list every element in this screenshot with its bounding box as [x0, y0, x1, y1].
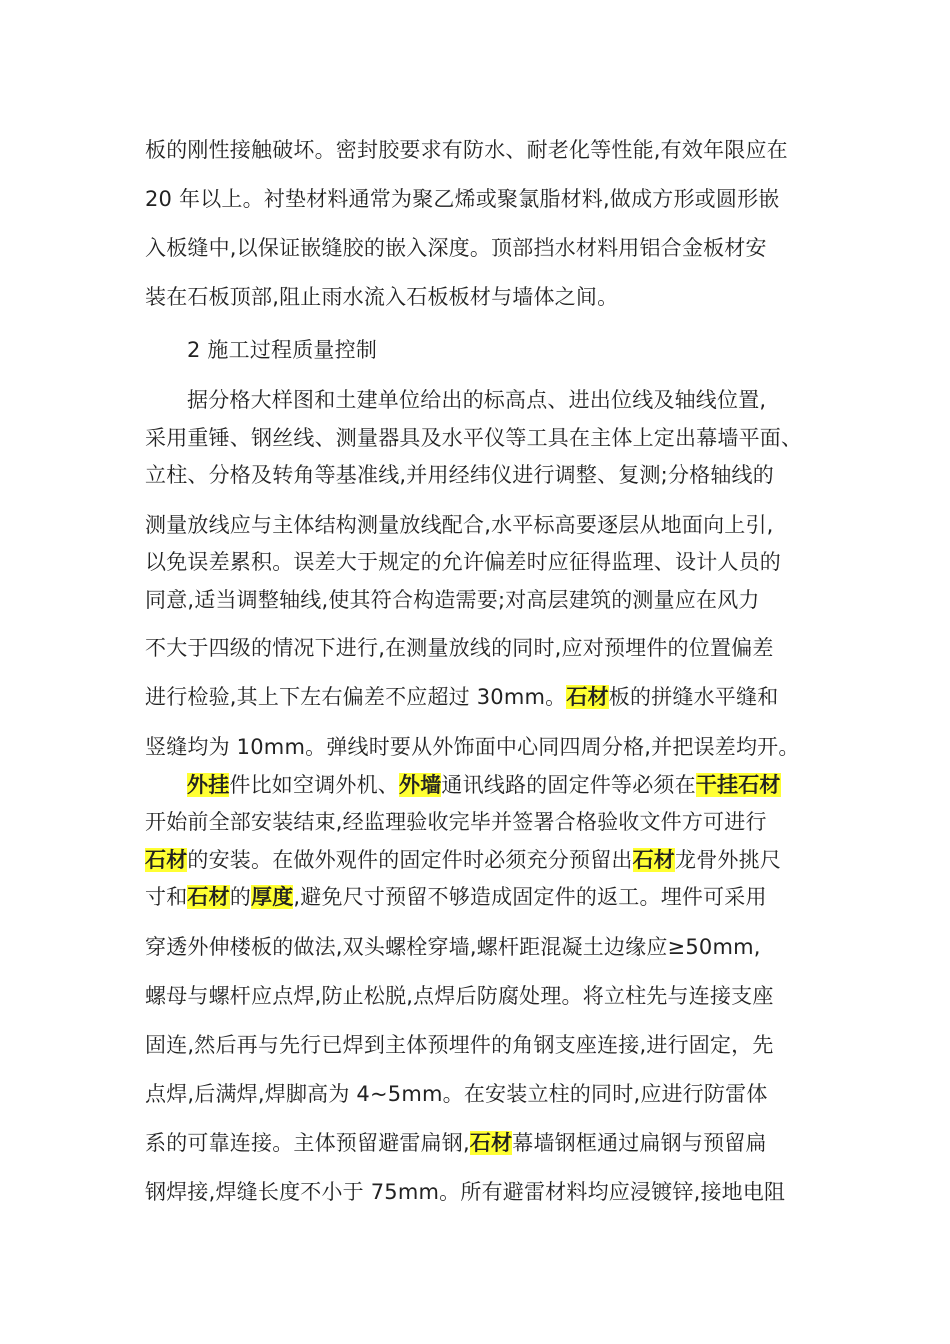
highlighted-keyword: 石材 — [187, 885, 230, 909]
text-segment: 幕墙钢框通过扁钢与预留扁 — [512, 1131, 767, 1155]
text-line — [145, 547, 815, 577]
text-line — [145, 682, 815, 712]
text-segment: 采用重锤、钢丝线、测量器具及水平仪等工具在主体上定出幕墙平面、 — [145, 426, 803, 450]
text-segment: 入板缝中,以保证嵌缝胶的嵌入深度。顶部挡水材料用铝合金板材安 — [145, 236, 767, 260]
highlighted-keyword: 石材 — [566, 685, 609, 709]
text-segment: 件比如空调外机、 — [229, 773, 400, 797]
text-line — [145, 282, 815, 312]
text-segment: 通讯线路的固定件等必须在 — [441, 773, 696, 797]
text-segment: 不大于四级的情况下进行,在测量放线的同时,应对预埋件的位置偏差 — [145, 636, 774, 660]
text-segment: 的 — [229, 885, 252, 909]
text-segment: 进行检验,其上下左右偏差不应超过 30mm。 — [145, 685, 567, 709]
text-line — [145, 807, 815, 837]
text-line — [145, 233, 815, 263]
text-segment: 板的刚性接触破坏。密封胶要求有防水、耐老化等性能,有效年限应在 — [145, 138, 788, 162]
highlighted-keyword: 外挂 — [187, 773, 230, 797]
text-segment: 立柱、分格及转角等基准线,并用经纬仪进行调整、复测;分格轴线的 — [145, 463, 774, 487]
text-segment: 板的拼缝水平缝和 — [608, 685, 779, 709]
text-line — [145, 732, 815, 762]
highlighted-keyword: 石材 — [469, 1131, 513, 1155]
text-segment: 开始前全部安装结束,经监理验收完毕并签署合格验收文件方可进行 — [145, 810, 767, 834]
text-segment: 寸和 — [145, 885, 188, 909]
text-segment: 螺母与螺杆应点焊,防止松脱,点焊后防腐处理。将立柱先与连接支座 — [145, 984, 774, 1008]
text-line — [145, 845, 815, 875]
text-segment: 同意,适当调整轴线,使其符合构造需要;对高层建筑的测量应在风力 — [145, 588, 760, 612]
text-line — [145, 135, 815, 165]
text-segment: 以免误差累积。误差大于规定的允许偏差时应征得监理、设计人员的 — [145, 550, 781, 574]
text-segment: 测量放线应与主体结构测量放线配合,水平标高要逐层从地面向上引, — [145, 513, 774, 537]
text-segment: 2 施工过程质量控制 — [187, 338, 378, 362]
text-segment: 的安装。在做外观件的固定件时必须充分预留出 — [187, 848, 633, 872]
text-line — [145, 1128, 815, 1158]
section-heading — [187, 335, 857, 365]
highlighted-keyword: 外墙 — [399, 773, 442, 797]
text-segment: 点焊,后满焊,焊脚高为 4~5mm。在安装立柱的同时,应进行防雷体 — [145, 1082, 768, 1106]
highlighted-keyword: 石材 — [145, 848, 188, 872]
text-line — [145, 1030, 815, 1060]
text-line — [187, 385, 815, 415]
text-line — [145, 460, 815, 490]
highlighted-keyword: 厚度 — [251, 885, 294, 909]
text-segment: 钢焊接,焊缝长度不小于 75mm。所有避雷材料均应浸镀锌,接地电阻 — [145, 1180, 786, 1204]
text-segment: ,避免尺寸预留不够造成固定件的返工。埋件可采用 — [293, 885, 767, 909]
text-segment: 系的可靠连接。主体预留避雷扁钢, — [145, 1131, 470, 1155]
text-segment: 穿透外伸楼板的做法,双头螺栓穿墙,螺杆距混凝土边缘应≥50mm, — [145, 935, 761, 959]
text-line — [145, 510, 815, 540]
text-segment: 竖缝均为 10mm。弹线时要从外饰面中心同四周分格,并把误差均开。 — [145, 735, 800, 759]
text-line — [145, 1177, 815, 1207]
text-line — [145, 981, 815, 1011]
text-segment: 龙骨外挑尺 — [675, 848, 782, 872]
text-segment: 装在石板顶部,阻止雨水流入石板板材与墙体之间。 — [145, 285, 619, 309]
text-line — [145, 932, 815, 962]
text-line — [145, 882, 815, 912]
text-line — [145, 633, 815, 663]
text-line — [187, 770, 815, 800]
text-line — [145, 585, 815, 615]
highlighted-keyword: 石材 — [632, 848, 676, 872]
text-segment: 20 年以上。衬垫材料通常为聚乙烯或聚氯脂材料,做成方形或圆形嵌 — [145, 187, 780, 211]
text-segment: 据分格大样图和土建单位给出的标高点、进出位线及轴线位置, — [187, 388, 767, 412]
text-line — [145, 1079, 815, 1109]
text-line — [145, 184, 815, 214]
highlighted-keyword: 干挂石材 — [695, 773, 781, 797]
text-line — [145, 423, 815, 453]
text-segment: 固连,然后再与先行已焊到主体预埋件的角钢支座连接,进行固定，先 — [145, 1033, 774, 1057]
